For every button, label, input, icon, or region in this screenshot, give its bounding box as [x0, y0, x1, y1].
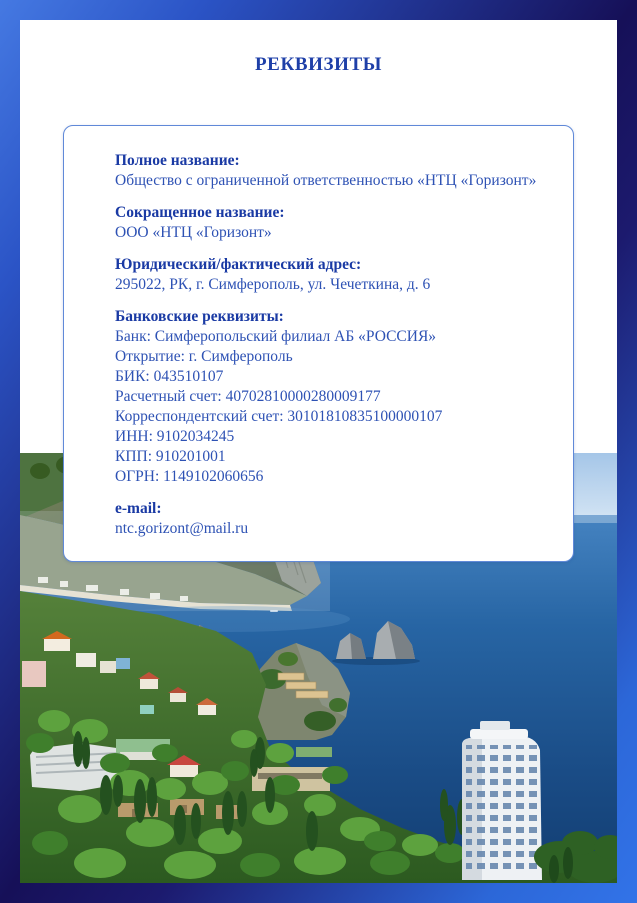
section-line: БИК: 043510107 — [115, 368, 224, 385]
requisites-card — [63, 125, 574, 562]
document-page — [20, 20, 617, 883]
section-line: ntc.gorizont@mail.ru — [115, 520, 249, 537]
section-line: Открытие: г. Симферополь — [115, 348, 293, 365]
section-label: e-mail: — [115, 500, 162, 517]
section-line: ООО «НТЦ «Горизонт» — [115, 224, 272, 241]
section-line: 295022, РК, г. Симферополь, ул. Чечеткина, д. 6 — [115, 276, 431, 293]
section-line: ИНН: 9102034245 — [115, 428, 235, 445]
section-lines — [115, 327, 553, 487]
page-title: РЕКВИЗИТЫ — [254, 54, 383, 75]
section-label: Сокращенное название: — [115, 204, 285, 221]
section-line: КПП: 910201001 — [115, 448, 226, 465]
section-line: Корреспондентский счет: 30101810835100000107 — [115, 408, 443, 425]
highrise-building — [462, 721, 542, 880]
section-line: ОГРН: 1149102060656 — [115, 468, 264, 485]
requisites-section — [115, 307, 553, 487]
section-label: Полное название: — [115, 152, 240, 169]
requisites-list — [115, 151, 553, 539]
section-line: Общество с ограниченной ответственностью «НТЦ «Горизонт» — [115, 172, 537, 189]
section-line: Банк: Симферопольский филиал АБ «РОССИЯ» — [115, 328, 437, 345]
section-line: Расчетный счет: 40702810000280009177 — [115, 388, 381, 405]
requisites-section — [115, 203, 553, 243]
requisites-section — [115, 499, 553, 539]
section-lines — [115, 519, 553, 539]
section-lines — [115, 275, 553, 295]
section-label: Юридический/фактический адрес: — [115, 256, 362, 273]
requisites-section — [115, 255, 553, 295]
requisites-section — [115, 151, 553, 191]
section-lines — [115, 223, 553, 243]
section-lines — [115, 171, 553, 191]
section-label: Банковские реквизиты: — [115, 308, 284, 325]
